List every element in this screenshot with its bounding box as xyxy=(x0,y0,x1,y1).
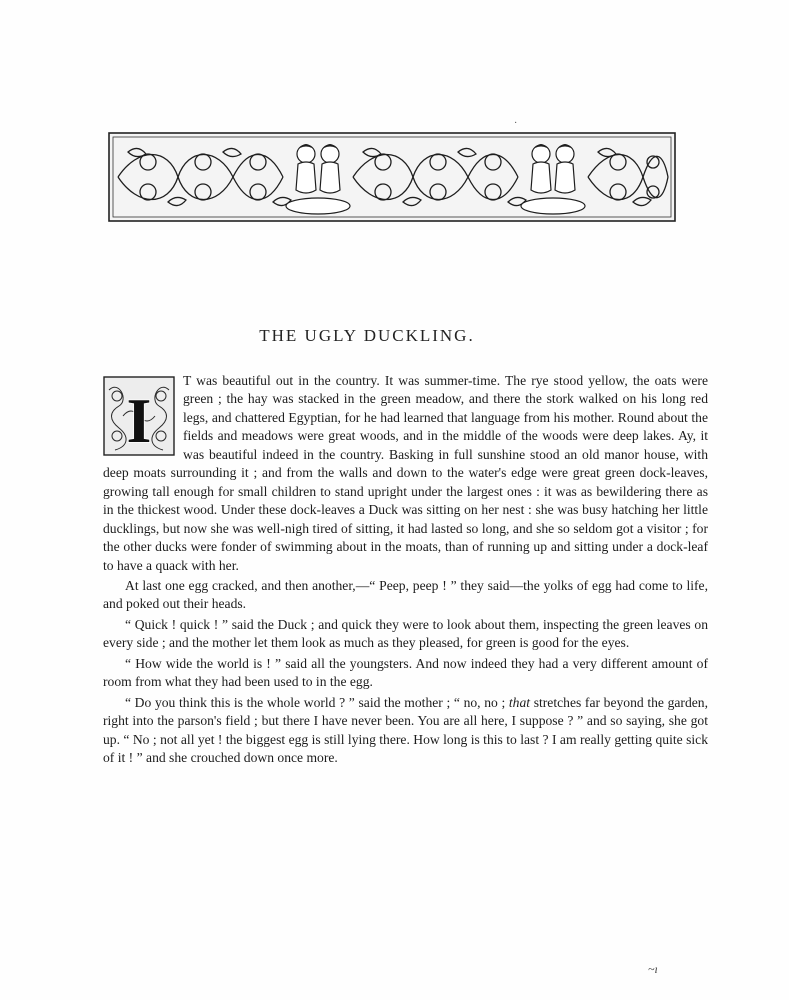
italic-word: that xyxy=(508,694,531,710)
decorated-drop-cap xyxy=(103,376,175,456)
paragraph: “ How wide the world is ! ” said all the youngsters. And now indeed they had a very different amount of room from what they had been used to in the egg. xyxy=(103,655,708,690)
paragraph: “ Quick ! quick ! ” said the Duck ; and quick they were to look about them, inspecting the green leaves on every side ; and the mother let them look as much as they pleased, for green is good for the eyes. xyxy=(103,616,708,651)
paragraph-segment: “ Do you think this is the whole world ? ” said the mother ; “ no, no ; xyxy=(125,694,509,710)
ornamental-headpiece xyxy=(108,132,676,222)
story-text xyxy=(103,372,708,768)
corner-pencil-mark: ~ı xyxy=(648,962,658,976)
paragraph: At last one egg cracked, and then another,—“ Peep, peep ! ” they said—the yolks of egg had come to life, and poked out their heads. xyxy=(103,577,708,612)
story-title: THE UGLY DUCKLING. xyxy=(259,326,475,345)
paragraph xyxy=(103,694,708,768)
drop-cap-letter: I xyxy=(126,385,152,456)
print-speck: · xyxy=(514,118,518,129)
paragraph: T was beautiful out in the country. It was summer-time. The rye stood yellow, the oats were green ; the hay was stacked in the green meadow, and there the stork walked on his long red legs, and chattered Egyptian, for he had learned that language from his mother. Round about the fields and meadows were great woods, and in the middle of the woods were deep lakes. Ay, it was beautiful indeed in the country. Basking in full sunshine stood an old manor house, with deep moats surrounding it ; and from the walls and down to the water's edge were great green dock-leaves, growing tall enough for small children to stand upright under the largest ones : it was as bewildering there as in the thickest wood. Under these dock-leaves a Duck was sitting on her nest : she was busy hatching her little ducklings, but now she was well-nigh tired of sitting, it had lasted so long, and she so seldom got a visitor ; for the other ducks were fonder of swimming about in the moats, than of running up and sitting under a dock-leaf to have a quack with her. xyxy=(103,373,708,573)
paragraph-segment: stretches far beyond the garden, right into the parson's field ; but there I have never been. You are all here, I suppose ? ” and so saying, she got up. “ No ; not all yet ! the biggest egg is still lying there. How long is this to last ? I am really getting quite sick of it ! ” and she crouched down once more. xyxy=(103,694,708,766)
